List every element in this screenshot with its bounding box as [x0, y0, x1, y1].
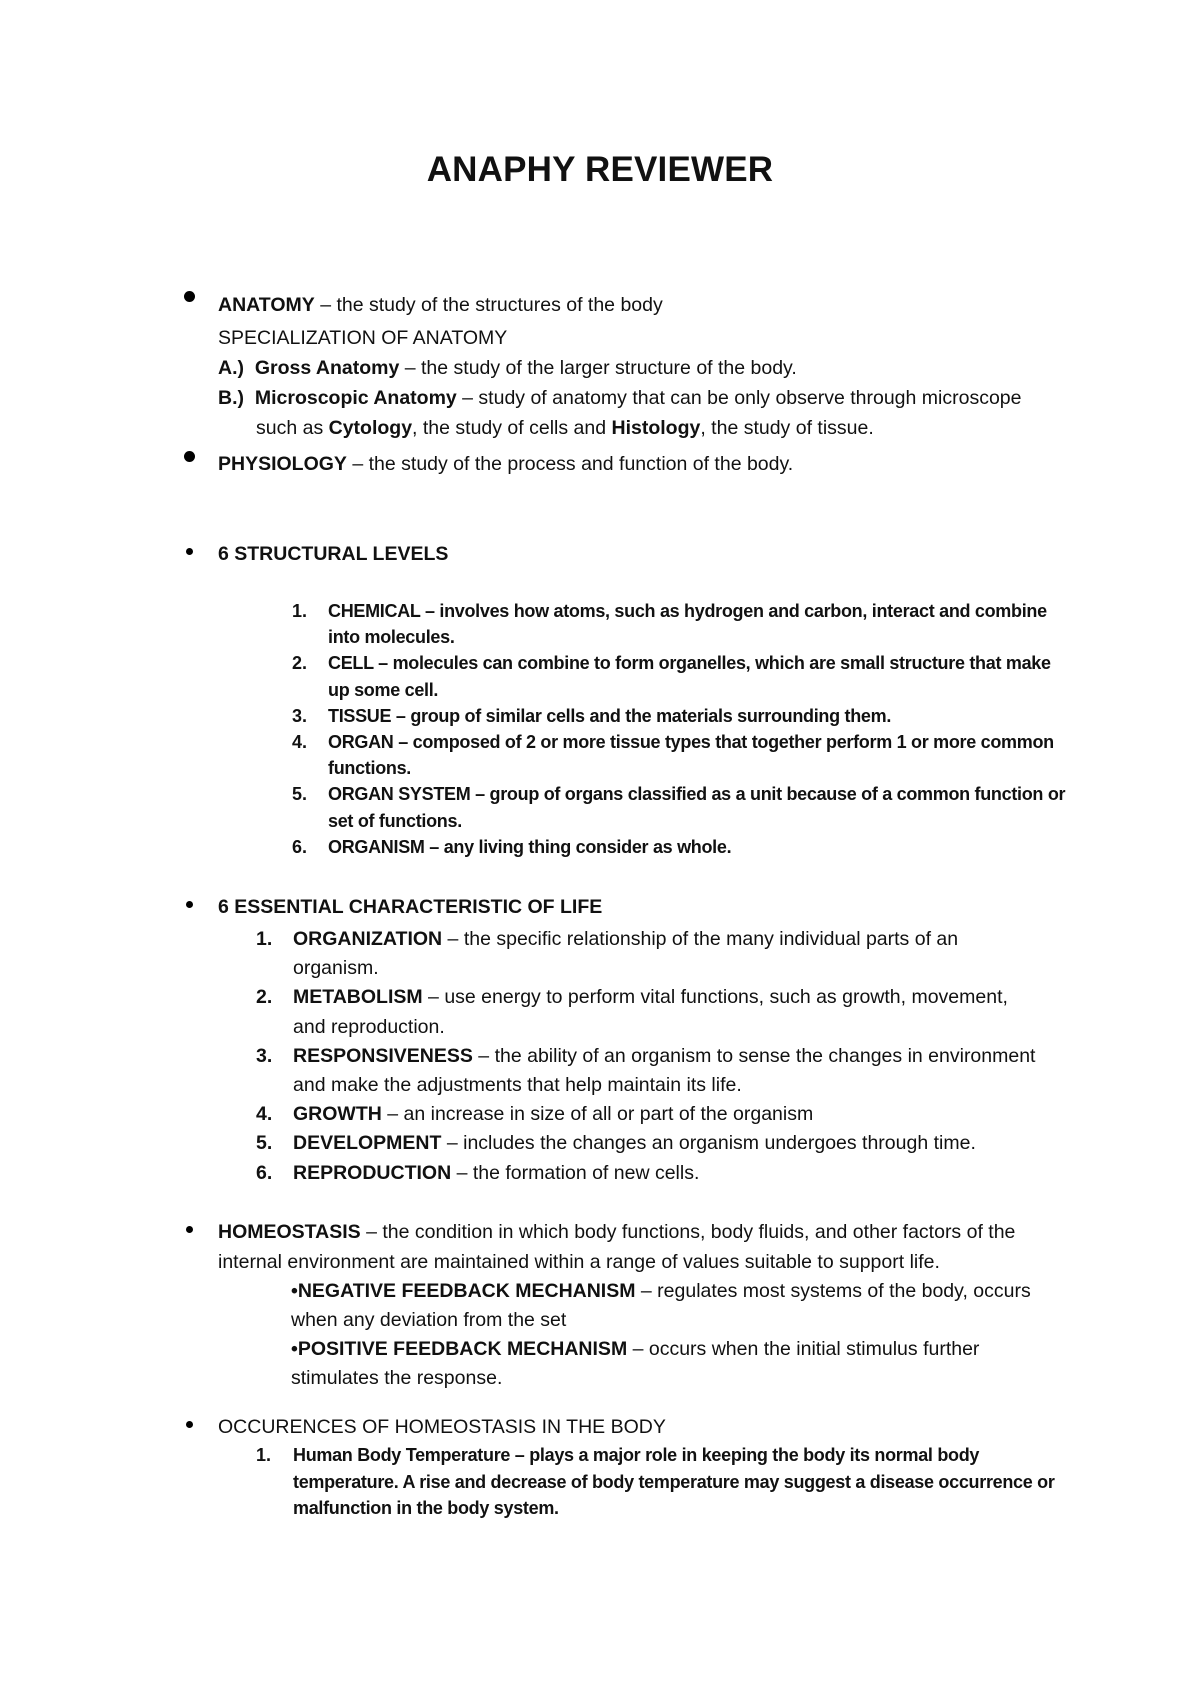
list-marker: 4.: [256, 1103, 273, 1126]
list-marker: 3.: [292, 705, 308, 726]
structural-level-line: CHEMICAL – involves how atoms, such as hydrogen and carbon, interact and combine: [328, 601, 1047, 621]
occurrence-line: temperature. A rise and decrease of body temperature may suggest a disease occurrence or: [293, 1471, 1055, 1492]
characteristics-heading: 6 ESSENTIAL CHARACTERISTIC OF LIFE: [218, 896, 603, 918]
negative-feedback-continuation: when any deviation from the set: [291, 1309, 567, 1331]
list-marker: 5.: [256, 1132, 273, 1155]
negative-feedback-item: •NEGATIVE FEEDBACK MECHANISM – regulates most systems of the body, occurs: [291, 1280, 1031, 1302]
physiology-definition: PHYSIOLOGY – the study of the process and function of the body.: [218, 453, 794, 475]
occurrences-heading: OCCURENCES OF HOMEOSTASIS IN THE BODY: [218, 1416, 666, 1438]
positive-feedback-continuation: stimulates the response.: [291, 1367, 503, 1389]
bullet-icon: [184, 451, 195, 462]
document-title: ANAPHY REVIEWER: [426, 150, 774, 189]
microscopic-anatomy-continuation: such as Cytology, the study of cells and Histology, the study of tissue.: [256, 417, 874, 439]
characteristic-line: RESPONSIVENESS – the ability of an organism to sense the changes in environment: [293, 1044, 1036, 1067]
structural-level-line: ORGAN – composed of 2 or more tissue types that together perform 1 or more common: [328, 732, 1054, 752]
structural-level-line: set of functions.: [328, 810, 462, 831]
characteristic-line: and make the adjustments that help maintain its life.: [293, 1074, 742, 1096]
homeostasis-definition: HOMEOSTASIS – the condition in which body functions, body fluids, and other factors of the: [218, 1221, 1016, 1243]
list-marker: 6.: [256, 1161, 273, 1184]
characteristic-line: GROWTH – an increase in size of all or part of the organism: [293, 1103, 814, 1126]
characteristic-line: DEVELOPMENT – includes the changes an organism undergoes through time.: [293, 1132, 976, 1155]
structural-levels-heading: 6 STRUCTURAL LEVELS: [218, 543, 449, 565]
occurrence-line: malfunction in the body system.: [293, 1498, 559, 1518]
characteristic-line: ORGANIZATION – the specific relationship of the many individual parts of an: [293, 928, 959, 950]
structural-level-line: functions.: [328, 758, 411, 779]
structural-level-line: ORGAN SYSTEM – group of organs classified as a unit because of a common function or: [328, 784, 1066, 805]
bullet-icon: [186, 548, 193, 555]
characteristic-line: METABOLISM – use energy to perform vital functions, such as growth, movement,: [293, 986, 1008, 1009]
bullet-icon: [186, 1226, 193, 1233]
list-marker: 1.: [256, 1445, 272, 1465]
structural-level-line: up some cell.: [328, 679, 439, 700]
list-marker: 4.: [292, 732, 308, 752]
homeostasis-continuation: internal environment are maintained within a range of values suitable to support life.: [218, 1251, 940, 1273]
bullet-icon: [184, 291, 195, 302]
positive-feedback-item: •POSITIVE FEEDBACK MECHANISM – occurs when the initial stimulus further: [291, 1338, 980, 1360]
list-marker: 1.: [256, 928, 273, 950]
bullet-icon: [186, 901, 193, 908]
list-marker: 6.: [292, 836, 308, 857]
list-marker: 2.: [256, 986, 273, 1009]
structural-level-line: TISSUE – group of similar cells and the materials surrounding them.: [328, 705, 892, 726]
characteristic-line: and reproduction.: [293, 1015, 445, 1038]
structural-level-line: ORGANISM – any living thing consider as whole.: [328, 836, 732, 857]
gross-anatomy-item: A.) Gross Anatomy – the study of the larger structure of the body.: [218, 357, 797, 379]
list-marker: 5.: [292, 784, 308, 805]
list-marker: 3.: [256, 1044, 273, 1067]
structural-level-line: into molecules.: [328, 627, 455, 648]
structural-level-line: CELL – molecules can combine to form organelles, which are small structure that make: [328, 653, 1051, 674]
occurrence-line: Human Body Temperature – plays a major role in keeping the body its normal body: [293, 1445, 980, 1465]
characteristic-line: REPRODUCTION – the formation of new cells.: [293, 1161, 700, 1184]
microscopic-anatomy-item: B.) Microscopic Anatomy – study of anatomy that can be only observe through microscope: [218, 387, 1022, 409]
bullet-icon: [186, 1421, 193, 1428]
list-marker: 1.: [292, 601, 308, 621]
list-marker: 2.: [292, 653, 308, 674]
anatomy-definition: ANATOMY – the study of the structures of the body: [218, 294, 663, 316]
specialization-heading: SPECIALIZATION OF ANATOMY: [218, 327, 508, 349]
characteristic-line: organism.: [293, 957, 379, 980]
